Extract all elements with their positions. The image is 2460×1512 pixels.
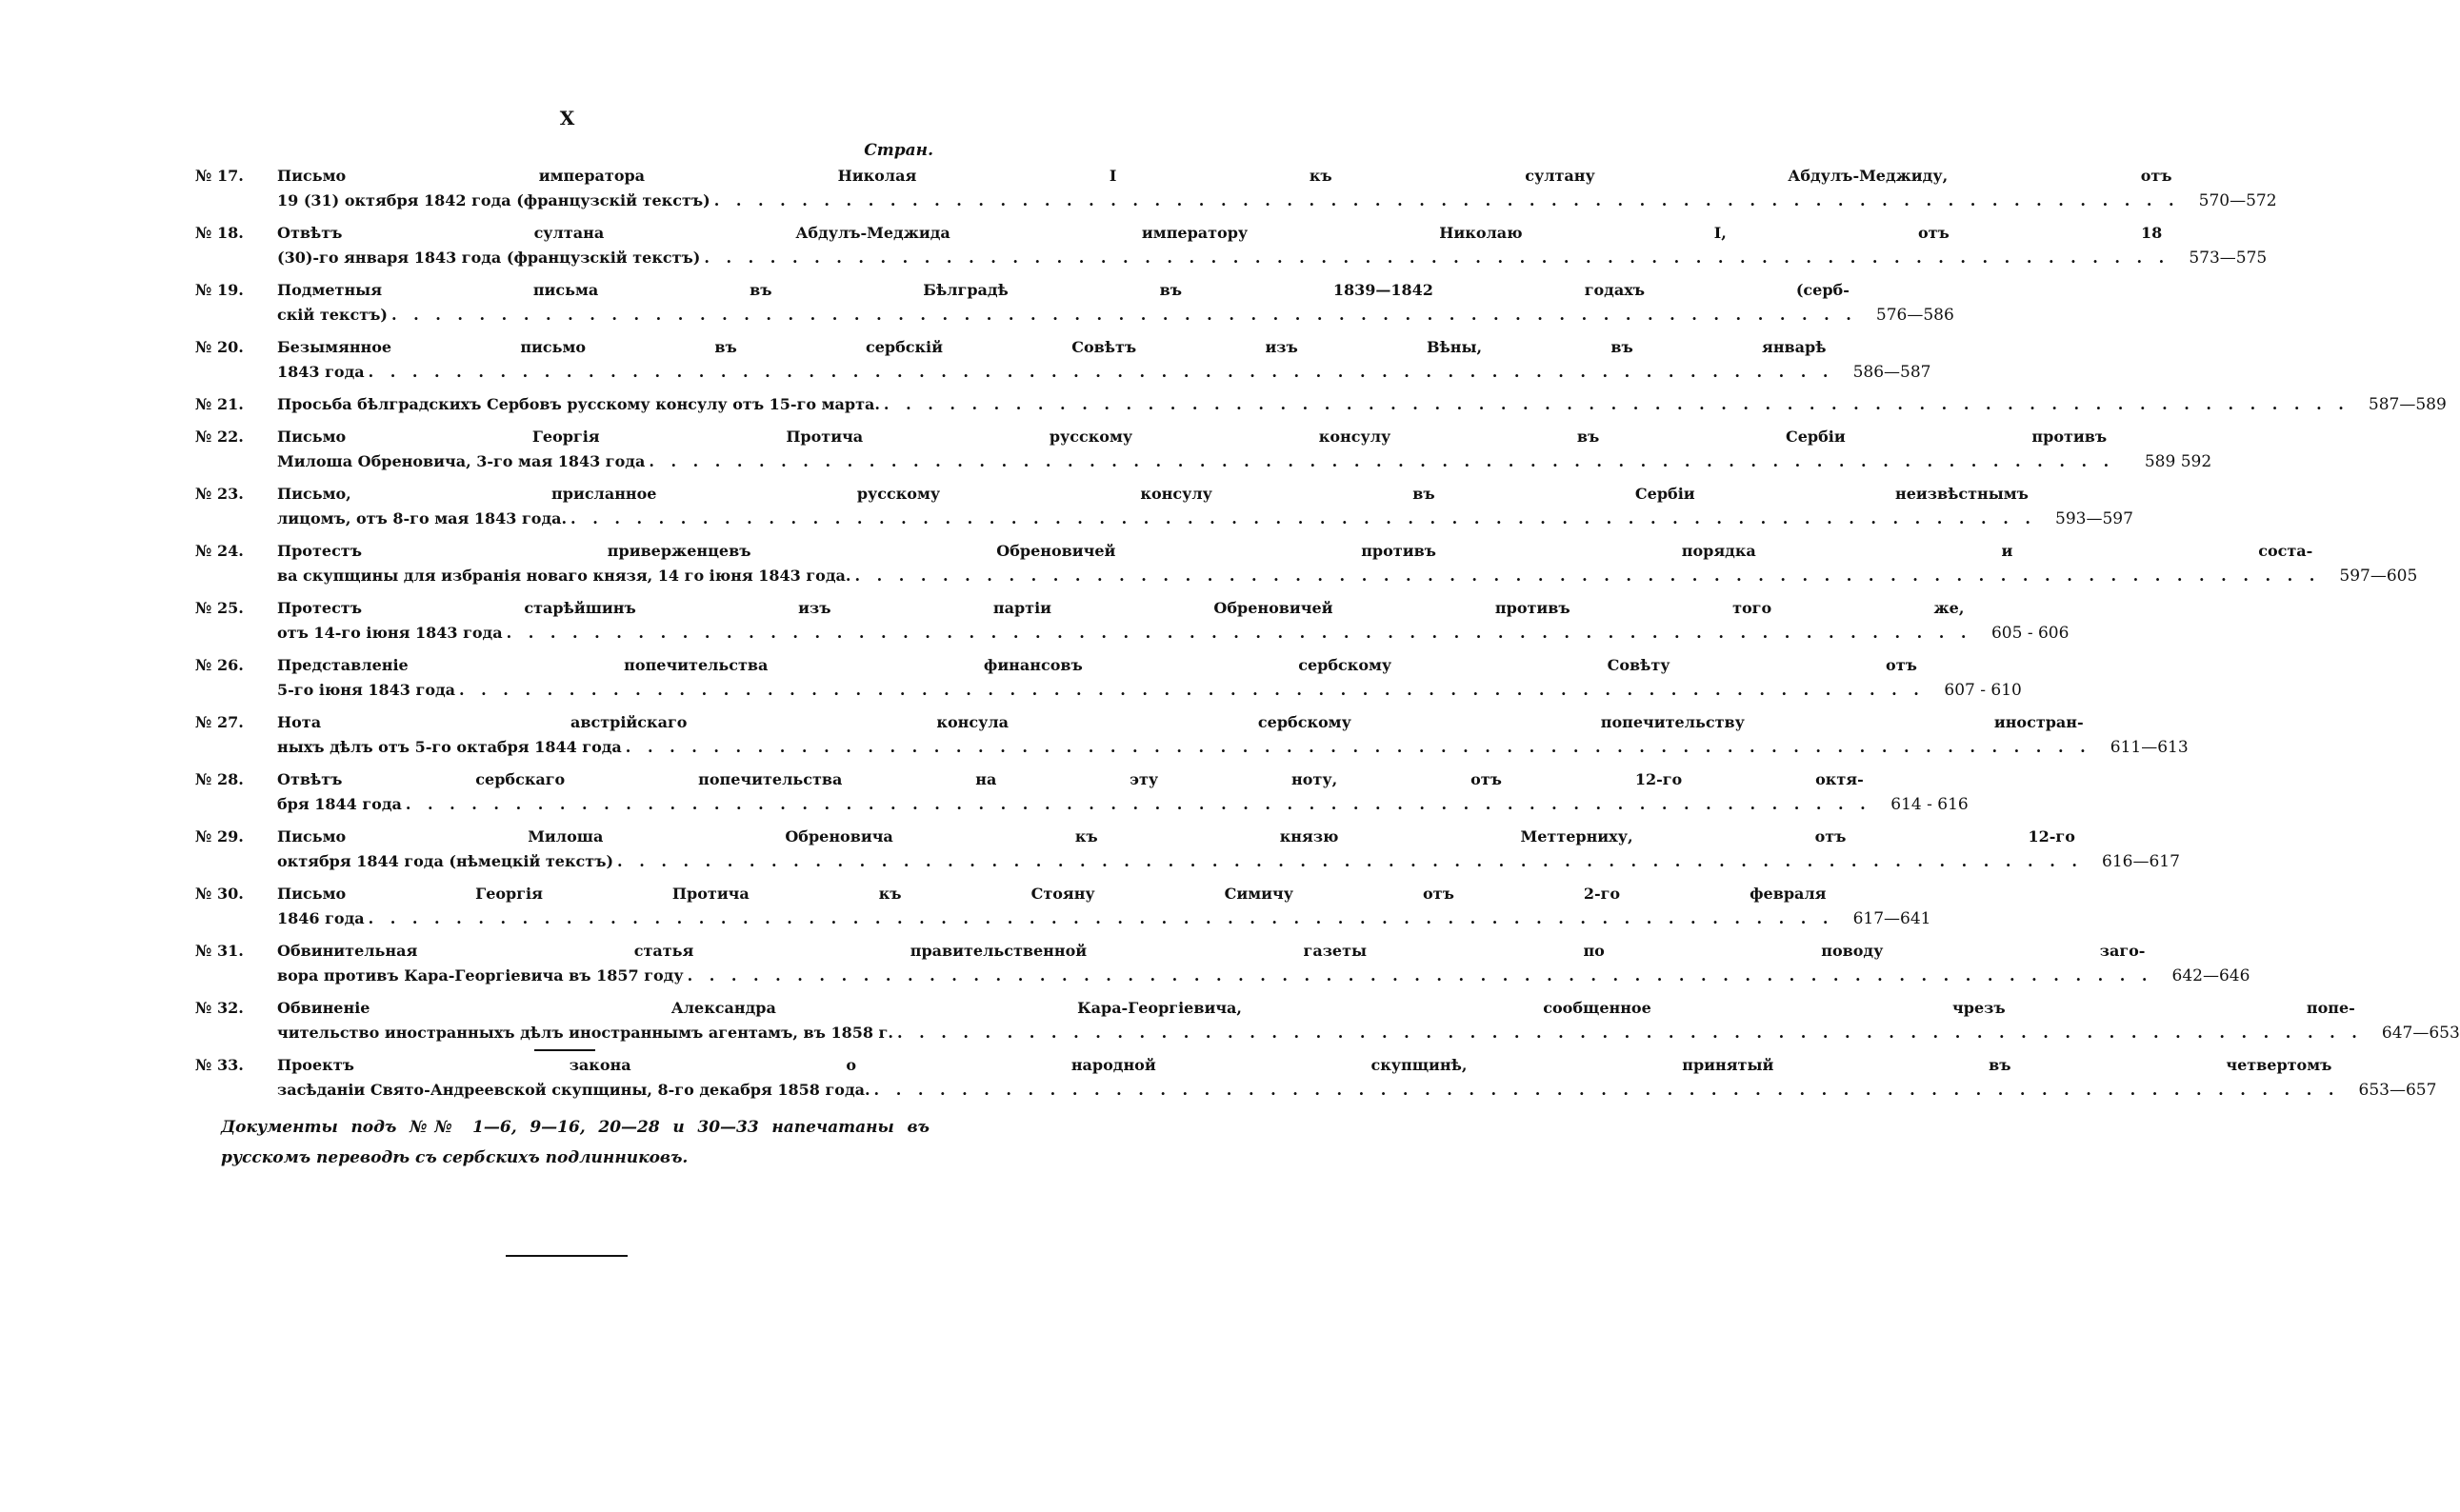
toc-entry [195, 278, 1954, 328]
toc-entry [195, 939, 2250, 988]
entry-title-line-2: отъ 14-го іюня 1843 года [277, 624, 503, 642]
entry-pages: 573—575 [2189, 249, 2268, 268]
dot-leader [704, 246, 2170, 270]
entry-pages: 605 - 606 [1990, 624, 2070, 643]
toc-entry [195, 653, 2022, 703]
entry-title-line-2: 5-го іюня 1843 года [277, 681, 456, 699]
entry-title-line-2: октября 1844 года (нѣмецкій текстъ) [277, 852, 614, 870]
toc-entry [195, 392, 2447, 417]
dot-leader [507, 621, 1972, 646]
toc-entry [195, 825, 2180, 874]
section-divider [534, 1049, 595, 1051]
entry-pages: 597—605 [2339, 567, 2418, 586]
entry-title-line-1: Нота австрійскаго консула сербскому попечительству иностран- [277, 713, 2084, 731]
entry-title-line-1: Проектъ закона о народной скупщинѣ, принятый въ четвертомъ [277, 1056, 2332, 1074]
entry-pages: 642—646 [2171, 966, 2250, 985]
dot-leader [459, 678, 1925, 703]
toc-entry [195, 425, 2212, 474]
entry-title-line-1: Обвинительная статья правительственной газеты по поводу заго- [277, 942, 2146, 960]
entry-pages: 614 - 616 [1890, 795, 1969, 814]
dot-leader [391, 303, 1857, 328]
entry-number: № 21. [195, 395, 244, 413]
entry-number: № 20. [195, 338, 244, 356]
entry-title-line-2: чительство иностранныхъ дѣлъ иностраннымъ агентамъ, въ 1858 г. [277, 1024, 893, 1042]
entry-title-line-2: Милоша Обреновича, 3-го мая 1843 года [277, 452, 646, 470]
entry-number: № 27. [195, 713, 244, 731]
entry-title-line-1: Письмо Георгія Протича русскому консулу въ Сербіи противъ [277, 428, 2108, 446]
page-number: X [559, 107, 575, 129]
entry-number: № 30. [195, 885, 244, 903]
entry-number: № 26. [195, 656, 244, 674]
dot-leader [406, 792, 1871, 817]
entry-pages: 589 592 [2144, 452, 2212, 471]
entry-title-line-1: Протестъ старѣйшинъ изъ партіи Обреновичей противъ того же, [277, 599, 1965, 617]
entry-title-line-1: Протестъ приверженцевъ Обреновичей противъ порядка и соста- [277, 542, 2313, 560]
dot-leader [626, 735, 2091, 760]
entry-title-line-2: ва скупщины для избранія новаго князя, 14 го іюня 1843 года. [277, 567, 851, 585]
entry-title-line-2: лицомъ, отъ 8-го мая 1843 года. [277, 509, 568, 527]
entry-pages: 593—597 [2055, 509, 2133, 528]
toc-entry [195, 164, 2277, 213]
entry-pages: 607 - 610 [1944, 681, 2022, 700]
entry-title-line-2: ныхъ дѣлъ отъ 5-го октабря 1844 года [277, 738, 622, 756]
dot-leader [617, 849, 2083, 874]
entry-pages: 587—589 [2368, 395, 2447, 414]
entry-title-line-2: скій текстъ) [277, 306, 388, 324]
dot-leader [874, 1078, 2340, 1103]
dot-leader [570, 507, 2036, 531]
entry-number: № 31. [195, 942, 244, 960]
entry-title-line-2: 1846 года [277, 909, 365, 927]
entry-number: № 19. [195, 281, 244, 299]
toc-entry [195, 335, 1931, 385]
entry-title-line-1: Письмо, присланное русскому консулу въ Сербіи неизвѣстнымъ [277, 485, 2029, 503]
toc-entry [195, 596, 2070, 646]
entry-title-line-1: Отвѣтъ султана Абдулъ-Меджида императору Николаю I, отъ 18 [277, 224, 2163, 242]
dot-leader [369, 906, 1834, 931]
translation-note: Документы подъ №№ 1—6, 9—16, 20—28 и 30—33 напечатаны въ русскомъ переводѣ съ сербскихъ подлинниковъ. [221, 1118, 930, 1167]
dot-leader [688, 964, 2153, 988]
toc-entry [195, 539, 2418, 588]
entry-title-line-1: Отвѣтъ сербскаго попечительства на эту ноту, отъ 12-го октя- [277, 770, 1864, 788]
entry-number: № 32. [195, 999, 244, 1017]
entry-title-line-2: 19 (31) октября 1842 года (французскій текстъ) [277, 191, 710, 209]
entry-pages: 616—617 [2102, 852, 2180, 871]
entry-pages: 611—613 [2110, 738, 2189, 757]
dot-leader [649, 449, 2114, 474]
entry-pages: 570—572 [2198, 191, 2277, 210]
toc-entry [195, 482, 2133, 531]
toc-entry [195, 767, 1969, 817]
entry-title-line-1: Письмо Георгія Протича къ Стояну Симичу отъ 2-го февраля [277, 885, 1827, 903]
entry-title-line-2: бря 1844 года [277, 795, 402, 813]
entry-number: № 23. [195, 485, 244, 503]
toc-entry [195, 710, 2189, 760]
entry-number: № 28. [195, 770, 244, 788]
entry-pages: 586—587 [1852, 363, 1931, 382]
entry-title-line-1: Подметныя письма въ Бѣлградѣ въ 1839—1842 годахъ (серб- [277, 281, 1850, 299]
entry-title-line-2: Просьба бѣлградскихъ Сербовъ русскому консулу отъ 15-го марта. [277, 395, 880, 413]
entry-number: № 25. [195, 599, 244, 617]
dot-leader [854, 564, 2320, 588]
toc-entry [195, 1053, 2437, 1103]
dot-leader [369, 360, 1834, 385]
entry-title-line-1: Обвиненіе Александра Кара-Георгіевича, сообщенное чрезъ попе- [277, 999, 2355, 1017]
entry-title-line-1: Представленіе попечительства финансовъ сербскому Совѣту отъ [277, 656, 1917, 674]
dot-leader [884, 392, 2350, 417]
toc-entry [195, 221, 2268, 270]
entry-number: № 18. [195, 224, 244, 242]
table-of-contents [195, 164, 2460, 1110]
entry-title-line-2: 1843 года [277, 363, 365, 381]
entry-number: № 29. [195, 827, 244, 846]
entry-title-line-2: засѣданіи Свято-Андреевской скупщины, 8-го декабря 1858 года. [277, 1081, 870, 1099]
end-divider [506, 1255, 628, 1257]
entry-title-line-2: (30)-го января 1843 года (французскій текстъ) [277, 249, 701, 267]
entry-number: № 22. [195, 428, 244, 446]
dot-leader [714, 189, 2180, 213]
toc-entry [195, 882, 1931, 931]
entry-title-line-2: вора противъ Кара-Георгіевича въ 1857 году [277, 966, 684, 985]
entry-title-line-1: Письмо Милоша Обреновича къ князю Меттерниху, отъ 12-го [277, 827, 2075, 846]
entry-title-line-1: Письмо императора Николая I къ султану Абдулъ-Меджиду, отъ [277, 167, 2172, 185]
entry-number: № 17. [195, 167, 244, 185]
toc-entry [195, 996, 2460, 1045]
entry-pages: 647—653 [2381, 1024, 2460, 1043]
entry-title-line-1: Безымянное письмо въ сербскій Совѣтъ изъ Вѣны, въ январѣ [277, 338, 1827, 356]
entry-number: № 24. [195, 542, 244, 560]
dot-leader [897, 1021, 2363, 1045]
entry-pages: 617—641 [1852, 909, 1931, 928]
entry-pages: 653—657 [2358, 1081, 2437, 1100]
pages-column-header: Стран. [864, 141, 933, 160]
entry-number: № 33. [195, 1056, 244, 1074]
entry-pages: 576—586 [1875, 306, 1954, 325]
